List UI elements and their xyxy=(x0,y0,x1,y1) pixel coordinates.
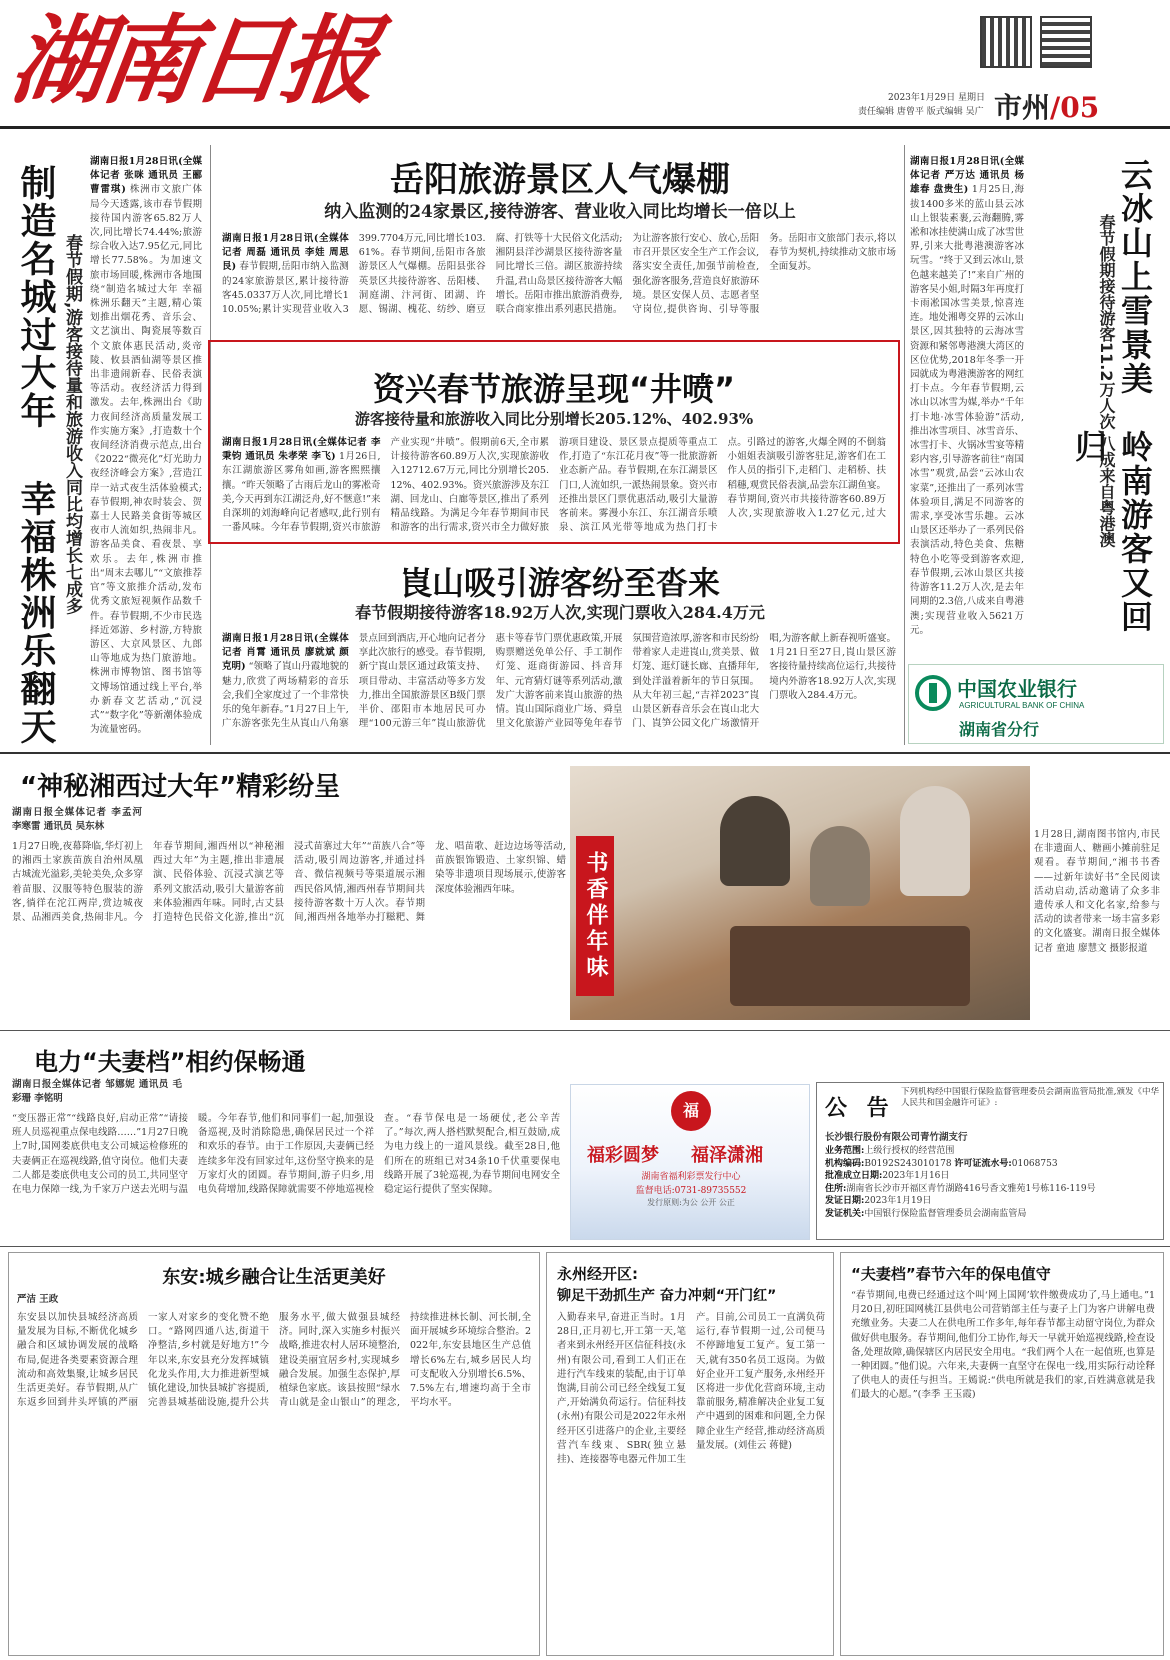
zixing-byline: 湖南日报1月28日讯(全媒体记者 李秉钧 通讯员 朱孝荣 李飞) xyxy=(222,437,381,463)
electric-title: 电力“夫妻档”相约保畅通 xyxy=(34,1048,306,1076)
date-line: 2023年1月29日 星期日 xyxy=(888,93,985,103)
notice-label: 许可证流水号: xyxy=(954,1158,1012,1169)
notice-value: B0192S243010178 xyxy=(864,1158,952,1169)
qr-code-icon xyxy=(1040,16,1092,68)
left-feature-byline: 湖南日报1月28日讯(全媒体记者 张咪 通讯员 王郦 曹雷琪) xyxy=(90,156,202,196)
dongan-title: 东安:城乡融合让生活更美好 xyxy=(162,1267,386,1288)
genshan-title: 崀山吸引游客纷至沓来 xyxy=(399,564,720,602)
photo-figure xyxy=(720,796,790,886)
genshan-byline: 湖南日报1月28日讯(全媒体记者 肖霄 通讯员 廖就斌 颜克明) xyxy=(222,633,349,673)
bank-name-cn: 中国农业银行 xyxy=(957,677,1077,701)
notice-label: 住所: xyxy=(825,1183,847,1194)
yongzhou-title-a: 永州经开区: xyxy=(557,1265,638,1283)
photo-caption: 1月28日,湖南图书馆内,市民在非遗面人、糖画小摊前驻足观看。春节期间,“湘书书香——过新年读好书”全民阅读活动启动,活动邀请了众多非遗传承人和文化名家,给参与活动的读者带来一场丰富多彩的文化盛宴。湖南日报全媒体记者 童迪 廖慧文 摄影报道 xyxy=(1034,829,1160,954)
yueyang-subtitle: 纳入监测的24家景区,接待游客、营业收入同比均增长一倍以上 xyxy=(324,202,796,222)
right-feature-body xyxy=(910,155,1024,655)
section-name: 市州 xyxy=(994,91,1051,124)
zixing-article-box xyxy=(208,340,900,544)
photo-figure xyxy=(900,786,970,896)
xiangxi-title: “神秘湘西过大年”精彩纷呈 xyxy=(20,772,341,802)
bank-branch: 湖南省分行 xyxy=(959,720,1040,739)
masthead-title: 湖南日报 xyxy=(4,4,381,117)
notice-label: 发证机关: xyxy=(825,1208,865,1219)
lottery-logo-icon: 福 xyxy=(671,1091,711,1131)
bank-ad xyxy=(908,664,1164,744)
qr-code-icon xyxy=(980,16,1032,68)
yongzhou-body: 入勤春来早,奋进正当时。1月28日,正月初七,开工第一天,笔者来到永州经开区信征科技(永州)有限公司,看到工人们正在进行汽车线束的装配,由于订单饱满,目前公司已经全线复工复产,开始满负荷运行。信征科技(永州)有限公司是2022年永州经开区引进落户的企业,主要经营汽车线束、SBR(独立悬挂)、连接器等电器元件加工生产。目前,公司员工一直满负荷运行,春节假期一过,公司便马不停蹄地复工复产。复工第一天,就有350名员工返岗。为做好企业开工复产服务,永州经开区将进一步优化营商环境,主动靠前服务,精准解决企业复工复产中遇到的困难和问题,全力保障企业生产经营,推动经济高质量发展。(刘佳云 蒋健) xyxy=(557,1312,825,1466)
notice-value: 中国银行保险监督管理委员会湖南监管局 xyxy=(864,1208,1027,1219)
notice-value: 上级行授权的经营范围 xyxy=(864,1146,955,1156)
zixing-body xyxy=(222,436,886,536)
bank-name-en: AGRICULTURAL BANK OF CHINA xyxy=(959,701,1085,710)
dongan-byline: 严洁 王政 xyxy=(17,1294,59,1305)
genshan-text: “领略了崀山丹霞地貌的魅力,欣赏了两场精彩的音乐会,我们全家度过了一个非常快乐的兔年新春。”1月27日上午,广东游客张先生从崀山八角寨景点回到酒店,开心地向记者分享此次旅行的感受。春节假期,新宁崀山景区通过政策支持、项目带动、丰富活动等多方发力,推出全国旅游景区B级门票半价、邵阳市本地居民可办理“100元游三年”崀山旅游优惠卡等春节门票优惠政策,开展购票赠送免单公仔、手工制作灯笼、逛商街游园、抖音拜年、元宵猜灯谜等系列活动,激发广大游客前来崀山旅游的热情。崀山国际商业广场、舜皇里文化旅游产业园等兔年春节氛围营造浓厚,游客和市民纷纷带着家人走进崀山,赏美景、做灯笼、逛灯谜长廊、直播拜年,到处洋溢着新年的节日氛围。从大年初三起,“吉祥2023”崀山景区新春音乐会在崀山北大门、崀笋公园文化广场激情开唱,为游客献上新春视听盛宴。1月21日至27日,崀山景区游客接待量持续高位运行,共接待境内外游客18.92万人次,实现门票收入284.4万元。 xyxy=(222,633,896,730)
dongan-body: 东安县以加快县城经济高质量发展为目标,不断优化城乡融合和区域协调发展的战略布局,促进各类要素资源合理流动和高效集聚,让城乡居民生活更美好。春节假期,从广东返乡回到井头坪镇的严丽一家人对家乡的变化赞不绝口。“路网四通八达,街道干净整洁,乡村就是好地方!”今年以来,东安县充分发挥城镇化龙头作用,大力推进新型城镇化建设,加快县城扩容提质,完善县城基础设施,提升公共服务水平,做大做强县城经济。同时,深入实施乡村振兴战略,推进农村人居环境整治,建设美丽宜居乡村,实现城乡融合发展。加强生态保护,厚植绿色家底。该县按照“绿水青山就是金山银山”的理念,持续推进林长制、河长制,全面开展城乡环境综合整治。2022年,东安县地区生产总值增长6%左右,城乡居民人均可支配收入分别增长6.5%、7.5%左右,增速均高于全市平均水平。 xyxy=(17,1312,531,1409)
section-rule xyxy=(0,1030,1170,1031)
right-feature-subtitle: 春节假期接待游客11.2万人次,八成来自粤港澳 xyxy=(1097,214,1116,548)
notice-label: 业务范围: xyxy=(825,1146,865,1156)
couple-box xyxy=(840,1252,1164,1656)
yueyang-text: 春节假期,岳阳市纳入监测的24家旅游景区,累计接待游客45.0337万人次,同比增长110.05%;累计实现营业收入3399.7704万元,同比增长103.61%。春节期间,岳阳市各旅游景区人气爆棚。岳阳县张谷英景区共接待游客、岳阳楼、洞庭湖、汴河街、团湖、许愿、锡湖、槐花、纺纱、磨豆腐、打铁等十大民俗文化活动;湘阴县洋沙湖景区接待游客量同比增长三倍。湖区旅游持续升温,君山岛景区接待游客大幅增长。岳阳市推出旅游消费券,联合商家推出系列惠民措施。为让游客旅行安心、放心,岳阳市召开景区安全生产工作会议,落实安全责任,加强节前检查,强化游客服务,营造良好旅游环境。景区安保人员、志愿者坚守岗位,提供咨询、引导等服务。岳阳市文旅部门表示,将以春节为契机,持续推动文旅市场全面复苏。 xyxy=(222,233,896,316)
bank-logo-icon xyxy=(915,675,951,711)
photo-table xyxy=(730,926,970,1006)
notice-value: 2023年1月16日 xyxy=(882,1171,950,1181)
couple-body: “春节期间,电费已经通过这个叫‘网上国网’软件缴费成功了,马上通电。”1月20日,初旺国网桃江县供电公司营销部主任与妻子上门为客户讲解电费充缴业务。夫妻二人在供电所工作多年,每年春节都主动留守岗位,为群众做好供电服务。春节期间,他们分工协作,每天一早就开始巡视线路,检查设备,处理故障,确保辖区内居民安全用电。“我们两个人在一起值班,也算是一种团圆。”他们说。六年来,夫妻俩一直坚守在保电一线,用实际行动诠释了供电人的责任与担当。王嫣说:“供电所就是我们的家,百姓满意就是我们最大的心愿。”(李季 王玉霞) xyxy=(851,1290,1155,1401)
notice-value: 2023年1月19日 xyxy=(864,1196,932,1206)
right-feature-title-b: 岭南游客又回归 xyxy=(1070,430,1154,634)
lottery-hotline: 监督电话:0731-89735552 xyxy=(635,1186,747,1196)
electric-body: “变压器正常”“线路良好,启动正常”“请接班人员巡视重点保电线路……”1月27日晚上7时,国网娄底供电支公司城运检修班的夫妻俩正在巡视线路,值守岗位。他们夫妻二人都是娄底供电支公司的员工,共同坚守在电力保障一线,为千家万户送去光明与温暖。今年春节,他们和同事们一起,加强设备巡视,及时消除隐患,确保居民过一个祥和欢乐的春节。由于工作原因,夫妻俩已经连续多年没有回家过年,这份坚守换来的是万家灯火的团圆。春节期间,游子归乡,用电负荷增加,线路保障就需要不停地巡视检查。“春节保电是一场硬仗,老公辛苦了。”每次,两人搭档默契配合,相互鼓励,成为电力线上的一道风景线。截至28日,他们所在的班组已对34条10千伏重要保电线路开展了3轮巡视,为春节期间电网安全稳定运行提供了坚实保障。 xyxy=(12,1113,560,1196)
genshan-body xyxy=(222,632,896,734)
lottery-slogan-a: 福彩圆梦 xyxy=(587,1145,659,1166)
couple-title: “夫妻档”春节六年的保电值守 xyxy=(851,1265,1051,1283)
notice-bank: 长沙银行股份有限公司青竹湖支行 xyxy=(825,1132,968,1143)
page-no: /05 xyxy=(1050,91,1100,124)
section-rule xyxy=(0,1246,1170,1247)
left-feature-title-a: 制造名城过大年 xyxy=(15,164,56,430)
lottery-ad xyxy=(570,1084,810,1240)
zixing-title: 资兴春节旅游呈现“井喷” xyxy=(372,370,736,408)
section-rule xyxy=(0,752,1170,754)
left-feature-subtitle: 春节假期,游客接待量和旅游收入同比均增长七成多 xyxy=(62,234,82,615)
yueyang-body xyxy=(222,232,896,332)
yueyang-title: 岳阳旅游景区人气爆棚 xyxy=(390,160,730,200)
notice-details xyxy=(825,1145,1159,1237)
genshan-subtitle: 春节假期接待游客18.92万人次,实现门票收入284.4万元 xyxy=(355,603,765,622)
xiangxi-byline: 湖南日报全媒体记者 李孟河 李寒雷 通讯员 吴东林 xyxy=(12,807,142,833)
lottery-center: 湖南省福利彩票发行中心 xyxy=(641,1172,741,1182)
notice-intro: 下列机构经中国银行保险监督管理委员会湖南监管局批准,颁发《中华人民共和国金融许可证》: xyxy=(901,1087,1159,1108)
notice-label: 机构编码: xyxy=(825,1158,865,1169)
left-feature-text: 株洲市文旅广体局今天透露,该市春节假期接待国内游客65.82万人次,同比增长74.44%;旅游综合收入达7.95亿元,同比增长77.58%。为加速文旅市场回暖,株洲市各地围绕“制造名城过大年 幸福株洲乐翻天”主题,精心策划推出烟花秀、音乐会、文艺演出、陶瓷展等数百个文旅体惠民活动,炎帝陵、攸县酒仙湖等景区推出非遗闹新春、民俗表演等活动。夜经济活力得到激发。去年,株洲出台《助力夜间经济高质量发展工作实施方案》,打造数十个夜间经济消费示范点,出台《2022“微亮化”灯光助力夜经济峰会方案》,营造江岸一站式夜生活体验模式;春节假期,神农时装会、贺嘉士人民路美食街等城区夜市人流如织,热闹非凡。游客品美食、看夜景、享欢乐。去年,株洲市推出“周末去哪儿”“文旅推荐官”等文旅推介活动,发布优秀文旅短视频作品数千件。春节假期,不少市民选择近郊游、乡村游,方特旅游区、大京风景区、九郎山等地成为热门旅游地。株洲市博物馆、图书馆等文博场馆通过线上平台,举办新春文艺活动,“沉浸式”“数字化”等新潮体验成为流量密码。 xyxy=(90,184,202,736)
zixing-subtitle: 游客接待量和旅游收入同比分别增长205.12%、402.93% xyxy=(354,410,754,428)
public-notice xyxy=(816,1082,1164,1240)
notice-value: 湖南省长沙市开福区青竹湖路416号香文雅苑1号栋116-119号 xyxy=(846,1183,1096,1194)
header-rule xyxy=(0,126,1170,129)
right-feature-byline: 湖南日报1月28日讯(全媒体记者 严万达 通讯员 杨雄春 盘贵生) xyxy=(910,156,1024,196)
news-photo xyxy=(570,766,1030,1020)
yueyang-byline: 湖南日报1月28日讯(全媒体记者 周磊 通讯员 李娃 周思艮) xyxy=(222,233,349,273)
editor-line: 责任编辑 唐曾平 版式编辑 吴广 xyxy=(858,107,984,117)
electric-byline: 湖南日报全媒体记者 邹娜妮 通讯员 毛彩珊 李铭明 xyxy=(12,1079,182,1105)
yongzhou-title-b: 铆足干劲抓生产 奋力冲刺“开门红” xyxy=(557,1288,777,1304)
left-feature-body xyxy=(90,155,202,745)
yongzhou-box xyxy=(546,1252,834,1656)
dongan-box xyxy=(8,1252,540,1656)
zixing-text: 1月26日,东江湖旅游区雾角如画,游客熙熙攘攘。“昨天领略了古雨后龙山的雾凇奇美,今天再到东江湖泛舟,好不惬意!”来自深圳的刘海峰向记者感叹,此行别有一番风味。今年春节假期,资兴市旅游产业实现“井喷”。假期前6天,全市累计接待游客60.89万人次,实现旅游收入12712.67万元,同比分别增长205.12%、402.93%。资兴旅游涉及东江湖、回龙山、白廊等景区,推出了系列精品线路。为满足今年春节期间市民和游客的出行需求,资兴市全力做好旅游项目建设、景区景点提质等重点工作,打造了“东江花月夜”等一批旅游新业态新产品。春节假期,在东江湖景区门口,人流如织,一派热闹景象。资兴市还推出景区门票优惠活动,吸引大量游客前来。雾漫小东江、东江湖音乐喷泉、滨江风光带等地成为热门打卡点。引路过的游客,火爆全网的不倒翁小姐姐表演吸引游客驻足,游客们在工作人员的指引下,走稻门、走稻桥、扶稻穗,观赏民俗表演,品尝东江湖鱼宴。春节期间,资兴市共接待游客60.89万人次,实现旅游收入1.27亿元,过大 xyxy=(222,437,886,534)
xiangxi-body: 1月27日晚,夜幕降临,华灯初上的湘西土家族苗族自治州凤凰古城流光溢彩,美轮美奂,众多穿着苗服、汉服等特色服装的游客,徜徉在沱江两岸,赏边城夜景、品湘西美食,热闹非凡。今年春节期间,湘西州以“神秘湘西过大年”为主题,推出非遗展演、民俗体验、沉浸式演艺等系列文旅活动,吸引大量游客前来体验湘西年味。同时,古丈县打造特色民俗文化游,推出“沉浸式苗寨过大年”“苗族八合”等活动,吸引周边游客,并通过抖音、微信视频号等渠道展示湘西民俗风情,湘西州春节期间共接待游客数十万人次。春节期间,湘西州各地举办打糍粑、舞龙、唱苗歌、赶边边场等活动,苗族银饰锻造、土家织锦、蜡染等非遗项目现场展示,使游客深度体验湘西年味。 xyxy=(12,841,566,924)
right-feature-title xyxy=(1030,140,1164,660)
notice-value: 01068753 xyxy=(1011,1158,1058,1169)
page-number xyxy=(994,86,1099,126)
right-feature-title-a: 云冰山上雪景美 xyxy=(1116,158,1154,396)
lottery-motto: 发行原则:为公 公开 公正 xyxy=(647,1198,735,1207)
photo-figure xyxy=(810,826,870,906)
photo-tag: 书香伴年味 xyxy=(576,836,614,996)
notice-heading: 公 告 xyxy=(825,1095,895,1121)
right-feature-text: 1月25日,海拔1400多米的蓝山县云冰山上银装素裹,云海翻腾,雾凇和冰挂使满山成了冰雪世界,引来大批粤港澳游客冰玩雪。“终于又到云冰山,景色越来越美了!”来自广州的游客吴小姐,时隔3年再度打卡雨凇国冰雪美景,惊喜连连。地处湘粤交界的云冰山景区,因其独特的云海冰雪资源和紧邻粤港澳大湾区的区位优势,2018年冬季一开园就成为粤港澳游客的网红打卡点。今年春节假期,云冰山以冰雪为媒,举办“千年打卡地·冰雪体验游”活动,推出冰雪项目、冰雪音乐、冰雪打卡、火锅冰雪宴等精彩内容,引导游客前往“南国冰雪”观赏,品尝“云冰山农家菜”,还推出了一系列冰雪体验项目,满足不同游客的需求,享受冰雪乐趣。云冰山景区还举办了一系列民俗表演活动,特色美食、焦糖特色小吃等受到游客欢迎,春节假期,云冰山景区共接待游客11.2万人次,是去年同期的2.3倍,八成来自粤港澳;实现营业收入5621万元。 xyxy=(910,184,1024,636)
column-divider xyxy=(904,145,905,745)
lottery-slogan-b: 福泽潇湘 xyxy=(691,1145,763,1166)
left-feature-title-b: 幸福株洲乐翻天 xyxy=(15,480,56,746)
notice-label: 发证日期: xyxy=(825,1196,865,1206)
notice-label: 批准成立日期: xyxy=(825,1171,883,1181)
